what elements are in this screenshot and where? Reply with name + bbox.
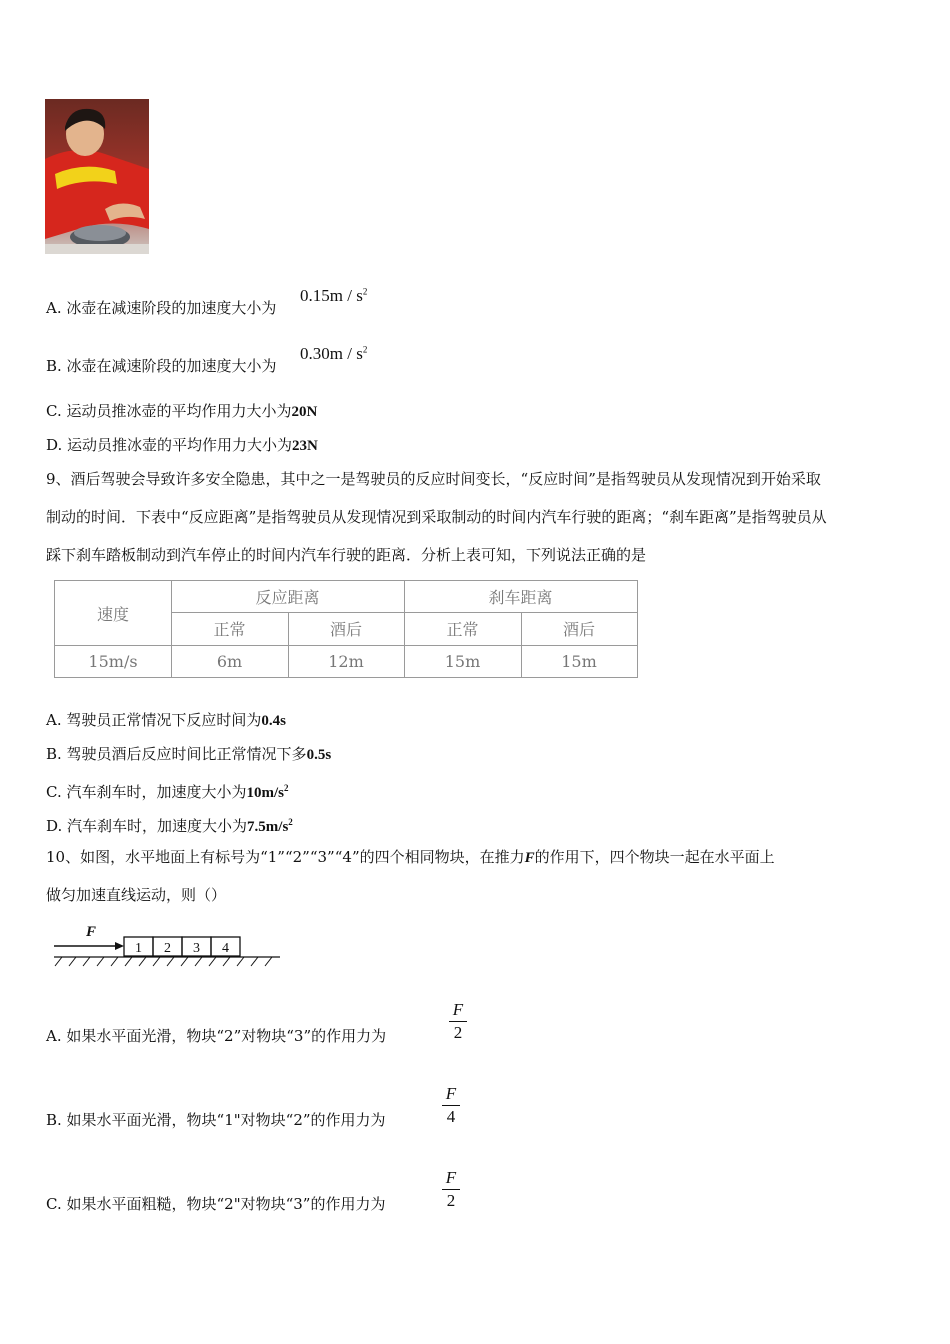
fraction-denominator: 4 (446, 1107, 456, 1126)
q8-option-d-value: 23N (292, 438, 318, 454)
header-reaction-normal: 正常 (213, 620, 246, 639)
force-label: F (86, 924, 97, 940)
q8-option-a (46, 298, 276, 318)
q10-option-a-fraction (449, 1000, 467, 1043)
q9-option-d-text: D. 汽车刹车时，加速度大小为 (46, 817, 248, 835)
q8-option-c-value: 20N (291, 404, 318, 420)
q8-option-b-value: 0.30m / s (300, 344, 363, 363)
q9-option-c-value: 10m/s (246, 785, 284, 801)
cell-reaction-normal: 6m (216, 651, 243, 671)
q9-stem-line-2: 制动的时间．下表中“反应距离”是指驾驶员从发现情况到采取制动的时间内汽车行驶的距离；“刹车距离”是指驾驶员从 (46, 508, 827, 526)
ground-hatching (55, 957, 272, 966)
header-reaction-drunk: 酒后 (329, 620, 362, 639)
fraction-numerator: F (445, 1084, 457, 1103)
q8-option-c-text: C. 运动员推冰壶的平均作用力大小为 (46, 402, 292, 420)
block-label-1: 1 (135, 941, 142, 956)
cell-reaction-drunk: 12m (328, 651, 364, 671)
force-arrow-head (115, 942, 124, 950)
q9-option-a (46, 710, 286, 731)
q9-stem-line-3: 踩下刹车踏板制动到汽车停止的时间内汽车行驶的距离．分析上表可知，下列说法正确的是 (46, 546, 647, 564)
q9-stem-line-1: 9、酒后驾驶会导致许多安全隐患，其中之一是驾驶员的反应时间变长，“反应时间”是指驾驶员从发现情况到开始采取 (46, 470, 821, 488)
fraction-bar (442, 1189, 460, 1190)
cell-speed: 15m/s (88, 651, 138, 671)
reaction-braking-table (54, 580, 638, 678)
q10-option-c: C. 如果水平面粗糙，物块“2"对物块“3”的作用力为 (46, 1195, 386, 1213)
q9-option-c-exp: 2 (283, 783, 289, 793)
curling-athlete-photo (45, 99, 149, 254)
fraction-numerator: F (452, 1000, 464, 1019)
q8-option-b-math (300, 344, 367, 364)
q10-option-a: A. 如果水平面光滑，物块“2”对物块“3”的作用力为 (46, 1027, 387, 1045)
q9-option-c-text: C. 汽车刹车时，加速度大小为 (46, 783, 247, 801)
q10-option-b-fraction (442, 1084, 460, 1127)
block-label-3: 3 (193, 941, 200, 956)
q8-option-a-text: A. 冰壶在减速阶段的加速度大小为 (46, 299, 277, 317)
q10-stem-line-2: 做匀加速直线运动，则（） (46, 886, 227, 904)
q8-option-a-exp: 2 (362, 286, 368, 297)
fraction-denominator: 2 (453, 1023, 463, 1042)
header-reaction-distance: 反应距离 (255, 588, 320, 607)
q10-force-symbol: F (524, 850, 535, 866)
fraction-bar (449, 1021, 467, 1022)
q8-option-a-value: 0.15m / s (300, 286, 363, 305)
q9-option-b (46, 744, 331, 765)
header-braking-drunk: 酒后 (562, 620, 595, 639)
q10-stem-line-1 (46, 847, 775, 868)
q9-option-a-text: A. 驾驶员正常情况下反应时间为 (46, 711, 262, 729)
q8-option-b-text: B. 冰壶在减速阶段的加速度大小为 (46, 357, 277, 375)
fraction-numerator: F (445, 1168, 457, 1187)
q8-option-a-math (300, 286, 367, 306)
q8-option-b-exp: 2 (362, 344, 368, 355)
q8-option-d (46, 435, 318, 456)
q9-option-d-value: 7.5m/s (247, 819, 289, 835)
cell-braking-drunk: 15m (561, 651, 597, 671)
header-speed: 速度 (96, 604, 129, 624)
header-braking-normal: 正常 (446, 620, 479, 639)
q9-option-b-value: 0.5s (306, 747, 332, 763)
cell-braking-normal: 15m (444, 651, 481, 671)
q8-option-b (46, 356, 277, 376)
q9-option-c (46, 778, 288, 803)
q9-option-d-exp: 2 (288, 817, 293, 827)
fraction-bar (442, 1105, 460, 1106)
q10-stem-part-b: 的作用下，四个物块一起在水平面上 (534, 848, 775, 866)
q8-option-d-text: D. 运动员推冰壶的平均作用力大小为 (46, 436, 293, 454)
q9-option-b-text: B. 驾驶员酒后反应时间比正常情况下多 (46, 745, 307, 763)
q10-option-c-fraction (442, 1168, 460, 1211)
q9-option-a-value: 0.4s (261, 713, 286, 729)
q10-stem-part-a: 10、如图，水平地面上有标号为“1”“2”“3”“4”的四个相同物块，在推力 (46, 848, 525, 866)
q9-option-d (46, 812, 293, 837)
q8-option-c (46, 401, 317, 422)
block-label-2: 2 (164, 941, 171, 956)
fraction-denominator: 2 (446, 1191, 456, 1210)
q10-option-b: B. 如果水平面光滑，物块“1"对物块“2”的作用力为 (46, 1111, 386, 1129)
header-braking-distance: 刹车距离 (488, 588, 553, 607)
blocks-force-diagram (52, 922, 284, 970)
block-label-4: 4 (222, 941, 229, 956)
